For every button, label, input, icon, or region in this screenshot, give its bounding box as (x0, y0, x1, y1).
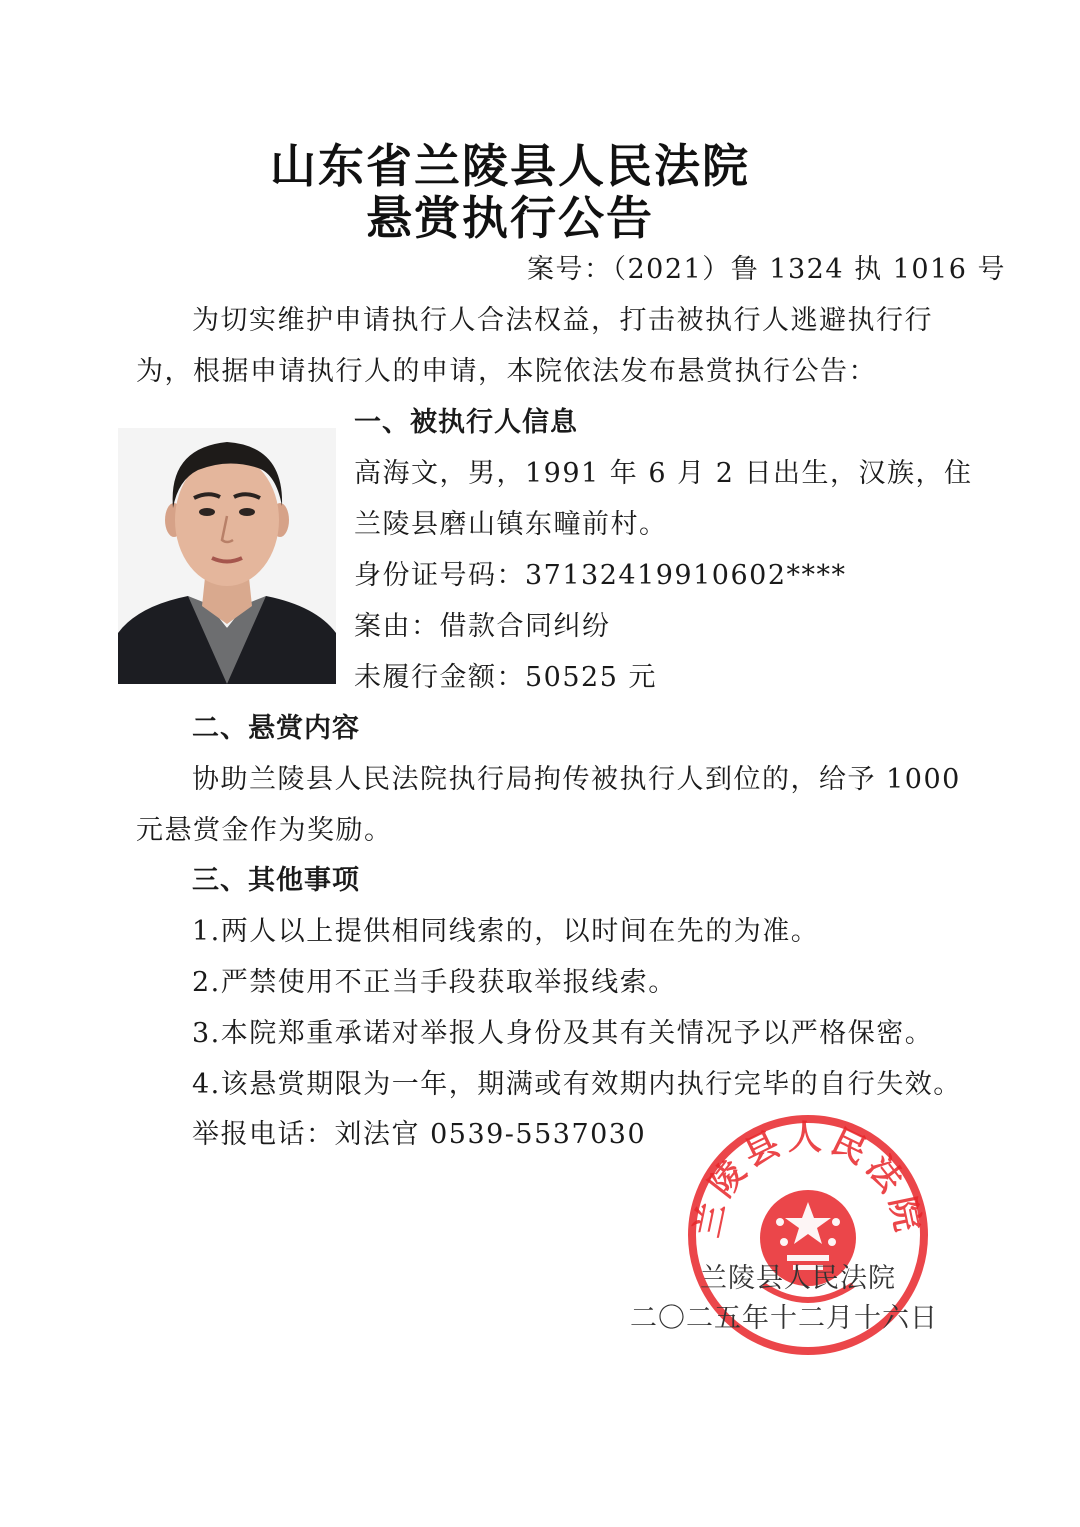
court-title: 山东省兰陵县人民法院 (270, 139, 750, 193)
section3-heading: 三、其他事项 (192, 865, 360, 896)
report-phone: 举报电话：刘法官 0539-5537030 (192, 1119, 647, 1150)
intro-line-1: 为切实维护申请执行人合法权益，打击被执行人逃避执行行 (192, 305, 933, 336)
person-portrait-icon (118, 428, 336, 684)
signature-court: 兰陵县人民法院 (700, 1263, 896, 1294)
defendant-photo (118, 428, 336, 684)
defendant-info-line-2: 兰陵县磨山镇东疃前村。 (354, 509, 668, 540)
defendant-info-line-1: 高海文，男，1991 年 6 月 2 日出生，汉族，住 (354, 458, 973, 489)
other-item-2: 2.严禁使用不正当手段获取举报线索。 (192, 967, 677, 998)
reward-line-2: 元悬赏金作为奖励。 (136, 815, 393, 846)
section1-heading: 一、被执行人信息 (354, 407, 578, 438)
other-item-3: 3.本院郑重承诺对举报人身份及其有关情况予以严格保密。 (192, 1018, 934, 1049)
section2-heading: 二、悬赏内容 (192, 713, 360, 744)
outstanding-amount: 未履行金额：50525 元 (354, 662, 657, 693)
other-item-1: 1.两人以上提供相同线索的，以时间在先的为准。 (192, 916, 820, 947)
other-item-4: 4.该悬赏期限为一年，期满或有效期内执行完毕的自行失效。 (192, 1069, 962, 1100)
case-number: 案号：（2021）鲁 1324 执 1016 号 (527, 254, 1006, 285)
intro-line-2: 为，根据申请执行人的申请，本院依法发布悬赏执行公告： (136, 356, 877, 387)
reward-line-1: 协助兰陵县人民法院执行局拘传被执行人到位的，给予 1000 (192, 764, 961, 795)
signature-date: 二〇二五年十二月十六日 (630, 1303, 938, 1334)
notice-title: 悬赏执行公告 (366, 191, 654, 245)
svg-text:兰陵县人民法院: 兰陵县人民法院 (687, 1118, 929, 1241)
defendant-id-number: 身份证号码：37132419910602**** (354, 560, 847, 591)
case-cause: 案由：借款合同纠纷 (354, 611, 611, 642)
